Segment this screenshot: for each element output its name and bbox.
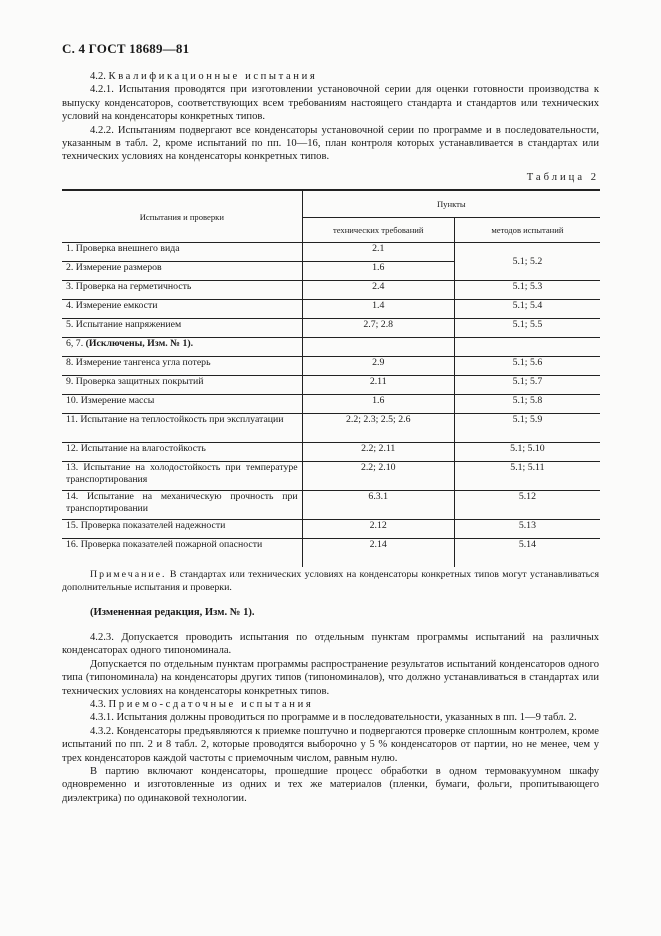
method-point: 5.1; 5.10 bbox=[454, 443, 600, 462]
test-name: 9. Проверка защитных покрытий bbox=[62, 376, 302, 395]
table-row bbox=[62, 520, 600, 539]
req-point: 2.1 bbox=[302, 243, 454, 262]
req-point: 2.14 bbox=[302, 539, 454, 568]
test-name: 3. Проверка на герметичность bbox=[62, 281, 302, 300]
paragraph-4-3-1: 4.3.1. Испытания должны проводиться по программе и в последовательности, указанных в пп. 1—9 табл. 2. bbox=[90, 712, 577, 724]
table-row bbox=[62, 395, 600, 414]
method-point: 5.12 bbox=[454, 491, 600, 520]
test-name: 11. Испытание на теплостойкость при эксплуатации bbox=[62, 414, 302, 443]
col-header-requirements: технических требований bbox=[302, 218, 454, 243]
test-name: 4. Измерение емкости bbox=[62, 300, 302, 319]
section-4-2-3 bbox=[62, 631, 599, 805]
method-point: 5.1; 5.7 bbox=[454, 376, 600, 395]
table-row bbox=[62, 281, 600, 300]
paragraph-4-3-2-cont: В партию включают конденсаторы, прошедшие процесс обработки в одном термовакуумном шкафу одновременно и изготовленные из одних и тех же материалов (пленки, бумаги, фольги, пропитывающего диэлектрика) по одинаковой технологии. bbox=[62, 766, 599, 804]
test-name: 6, 7. (Исключены, Изм. № 1). bbox=[62, 338, 302, 357]
note-text: В стандартах или технических условиях на конденсаторы конкретных типов могут устанавливаться дополнительные испытания и проверки. bbox=[62, 569, 600, 593]
req-point bbox=[302, 338, 454, 357]
paragraph-4-3-2: 4.3.2. Конденсаторы предъявляются к приемке поштучно и подвергаются проверке сплошным контролем, кроме испытаний по пп. 2 и 8 табл. 2, которые проводятся выборочно у 5 % конденсаторов от партии, но не менее, чем у трех конденсаторов каждой частоты с приемочным числом, равным нулю. bbox=[62, 725, 599, 764]
req-point: 2.7; 2.8 bbox=[302, 319, 454, 338]
table-row bbox=[62, 491, 600, 520]
method-point: 5.1; 5.8 bbox=[454, 395, 600, 414]
table-note bbox=[62, 569, 599, 594]
method-point: 5.1; 5.6 bbox=[454, 357, 600, 376]
table-row bbox=[62, 300, 600, 319]
paragraph-4-2-2: 4.2.2. Испытаниям подвергают все конденсаторы установочной серии по программе и в последовательности, указанным в табл. 2, кроме испытаний по пп. 10—16, план контроля которых устанавливается в стандартах или технических условиях на конденсаторы конкретных типов. bbox=[62, 124, 599, 163]
req-point: 2.9 bbox=[302, 357, 454, 376]
method-point: 5.1; 5.3 bbox=[454, 281, 600, 300]
test-name: 15. Проверка показателей надежности bbox=[62, 520, 302, 539]
amendment-line: (Измененная редакция, Изм. № 1). bbox=[90, 607, 255, 618]
table-row bbox=[62, 319, 600, 338]
test-name: 1. Проверка внешнего вида bbox=[66, 243, 180, 254]
paragraph-4-2-3-cont: Допускается по отдельным пунктам программы распространение результатов испытаний конденсаторов одного типа (типономинала) на конденсаторы других типов (типономиналов), что должно устанавливаться в стандартах или технических условиях на конденсаторы конкретных типов. bbox=[62, 658, 599, 697]
section-heading-4-2: 4.2. Квалификационные испытания bbox=[90, 71, 318, 82]
method-point: 5.1; 5.9 bbox=[454, 414, 600, 443]
tests-table bbox=[62, 189, 600, 567]
table-row bbox=[62, 539, 600, 568]
test-name: 14. Испытание на механическую прочность при транспортировании bbox=[62, 491, 302, 520]
table-row bbox=[62, 414, 600, 443]
table-row bbox=[62, 462, 600, 491]
table-row bbox=[62, 376, 600, 395]
req-point: 2.2; 2.10 bbox=[302, 462, 454, 491]
method-point: 5.13 bbox=[454, 520, 600, 539]
test-name: 8. Измерение тангенса угла потерь bbox=[62, 357, 302, 376]
section-heading-4-3: 4.3. Приемо-сдаточные испытания bbox=[90, 699, 314, 711]
req-point: 6.3.1 bbox=[302, 491, 454, 520]
method-point: 5.1; 5.11 bbox=[454, 462, 600, 491]
col-header-tests: Испытания и проверки bbox=[62, 190, 302, 243]
table-row-excluded bbox=[62, 338, 600, 357]
method-point: 5.14 bbox=[454, 539, 600, 568]
test-name: 12. Испытание на влагостойкость bbox=[62, 443, 302, 462]
req-point: 2.2; 2.3; 2.5; 2.6 bbox=[302, 414, 454, 443]
paragraph-4-2-1: 4.2.1. Испытания проводятся при изготовлении установочной серии для оценки готовности производства к выпуску конденсаторов, соответствующих всем требованиям настоящего стандарта и стандартов или технических условий на конденсаторы конкретных типов. bbox=[62, 84, 599, 123]
req-point: 2.12 bbox=[302, 520, 454, 539]
table-row bbox=[62, 443, 600, 462]
table-caption: Таблица 2 bbox=[526, 172, 599, 183]
method-point: 5.1; 5.5 bbox=[454, 319, 600, 338]
req-point: 2.4 bbox=[302, 281, 454, 300]
method-point bbox=[454, 338, 600, 357]
req-point: 1.6 bbox=[302, 262, 454, 281]
method-point: 5.1; 5.4 bbox=[454, 300, 600, 319]
test-name: 10. Измерение массы bbox=[62, 395, 302, 414]
note-label: Примечание. bbox=[90, 569, 167, 580]
req-point: 2.11 bbox=[302, 376, 454, 395]
test-name: 2. Измерение размеров bbox=[62, 262, 302, 281]
req-point: 1.6 bbox=[302, 395, 454, 414]
test-name: 13. Испытание на холодостойкость при температуре транспортирования bbox=[62, 462, 302, 491]
req-point: 2.2; 2.11 bbox=[302, 443, 454, 462]
table-row bbox=[62, 357, 600, 376]
test-name: 16. Проверка показателей пожарной опасности bbox=[62, 539, 302, 568]
table-row bbox=[62, 243, 600, 262]
method-point: 5.1; 5.2 bbox=[454, 243, 600, 281]
col-header-methods: методов испытаний bbox=[454, 218, 600, 243]
req-point: 1.4 bbox=[302, 300, 454, 319]
section-4-2 bbox=[62, 70, 599, 164]
col-header-points: Пункты bbox=[302, 190, 600, 218]
test-name: 5. Испытание напряжением bbox=[62, 319, 302, 338]
page-header: С. 4 ГОСТ 18689—81 bbox=[62, 41, 190, 56]
paragraph-4-2-3: 4.2.3. Допускается проводить испытания по отдельным пунктам программы испытаний на различных конденсаторах одного типономинала. bbox=[62, 632, 599, 657]
